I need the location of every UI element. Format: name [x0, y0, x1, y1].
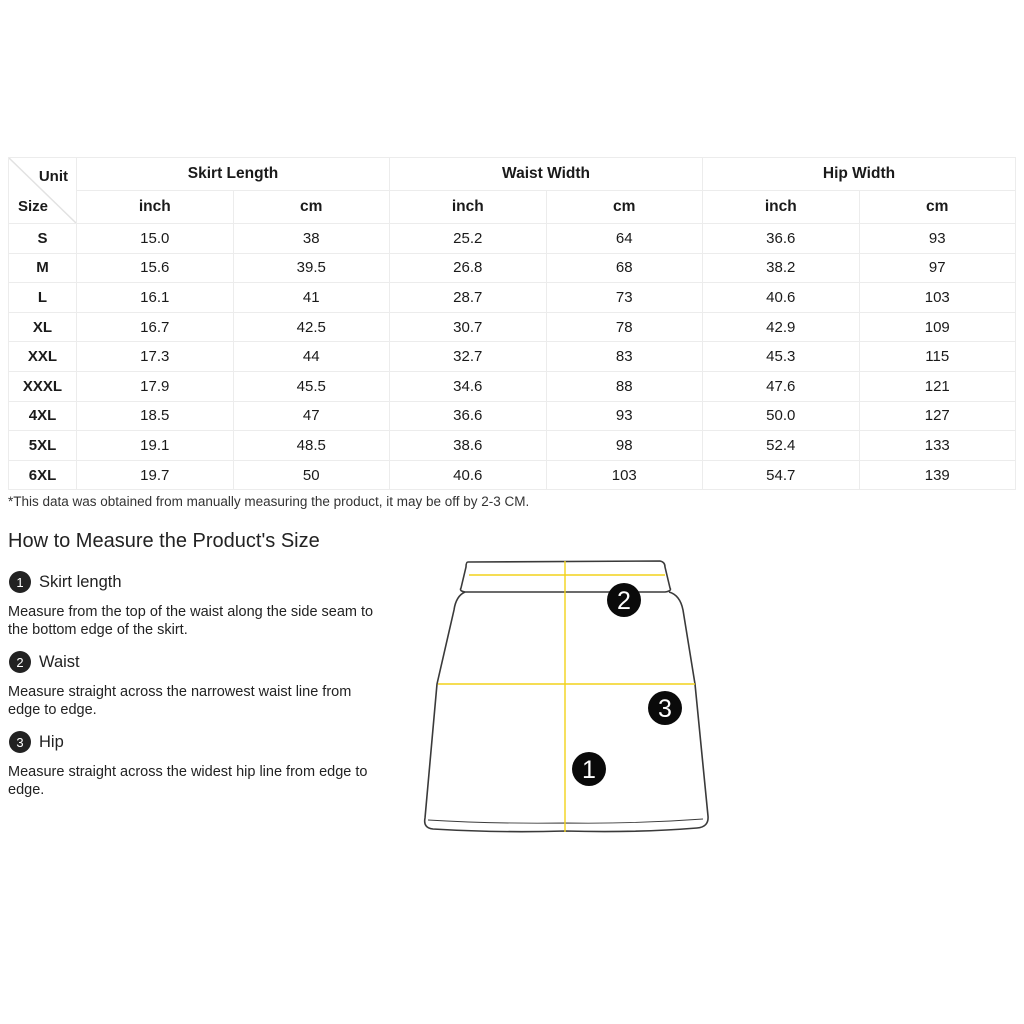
value-cell: 98 [546, 431, 703, 461]
subheader-cm: cm [233, 191, 390, 224]
value-cell: 103 [859, 283, 1016, 313]
step-waist [8, 650, 378, 719]
value-cell: 52.4 [703, 431, 860, 461]
step-title: Skirt length [39, 572, 122, 591]
marker-length [572, 752, 606, 786]
marker-label: 1 [582, 756, 596, 784]
value-cell: 64 [546, 224, 703, 254]
value-cell: 54.7 [703, 460, 860, 490]
size-chart-table [8, 157, 1016, 490]
skirt-measurement-diagram [415, 552, 715, 842]
size-label: Size [18, 198, 49, 215]
marker-waist [607, 583, 641, 617]
marker-hip [648, 691, 682, 725]
measurement-note: *This data was obtained from manually measuring the product, it may be off by 2-3 CM. [8, 494, 530, 509]
step-number-badge: 3 [9, 731, 31, 753]
unit-subheader-row [9, 191, 1016, 224]
value-cell: 88 [546, 371, 703, 401]
value-cell: 139 [859, 460, 1016, 490]
table-row [9, 371, 1016, 401]
value-cell: 32.7 [390, 342, 547, 372]
table-row [9, 342, 1016, 372]
size-cell: 5XL [9, 431, 77, 461]
value-cell: 42.9 [703, 312, 860, 342]
value-cell: 97 [859, 253, 1016, 283]
value-cell: 41 [233, 283, 390, 313]
size-cell: 4XL [9, 401, 77, 431]
value-cell: 40.6 [703, 283, 860, 313]
table-row [9, 312, 1016, 342]
value-cell: 28.7 [390, 283, 547, 313]
value-cell: 15.0 [77, 224, 234, 254]
step-number-badge: 1 [9, 571, 31, 593]
value-cell: 115 [859, 342, 1016, 372]
value-cell: 15.6 [77, 253, 234, 283]
value-cell: 45.3 [703, 342, 860, 372]
value-cell: 50.0 [703, 401, 860, 431]
value-cell: 25.2 [390, 224, 547, 254]
value-cell: 83 [546, 342, 703, 372]
value-cell: 127 [859, 401, 1016, 431]
value-cell: 40.6 [390, 460, 547, 490]
value-cell: 45.5 [233, 371, 390, 401]
table-row [9, 460, 1016, 490]
value-cell: 68 [546, 253, 703, 283]
value-cell: 39.5 [233, 253, 390, 283]
subheader-inch: inch [703, 191, 860, 224]
value-cell: 34.6 [390, 371, 547, 401]
header-hip-width: Hip Width [703, 158, 1016, 191]
size-cell: S [9, 224, 77, 254]
value-cell: 93 [859, 224, 1016, 254]
header-waist-width: Waist Width [390, 158, 703, 191]
step-description: Measure straight across the narrowest waist line from edge to edge. [8, 684, 352, 718]
size-cell: L [9, 283, 77, 313]
value-cell: 78 [546, 312, 703, 342]
value-cell: 42.5 [233, 312, 390, 342]
value-cell: 38.2 [703, 253, 860, 283]
marker-label: 2 [617, 587, 631, 615]
value-cell: 16.1 [77, 283, 234, 313]
value-cell: 93 [546, 401, 703, 431]
size-cell: XXL [9, 342, 77, 372]
value-cell: 47 [233, 401, 390, 431]
step-skirt-length [8, 570, 378, 639]
value-cell: 38 [233, 224, 390, 254]
value-cell: 26.8 [390, 253, 547, 283]
table-row [9, 431, 1016, 461]
value-cell: 73 [546, 283, 703, 313]
value-cell: 36.6 [703, 224, 860, 254]
value-cell: 121 [859, 371, 1016, 401]
table-row [9, 224, 1016, 254]
table-row [9, 401, 1016, 431]
corner-header-cell [9, 158, 77, 224]
how-to-measure-title: How to Measure the Product's Size [8, 530, 320, 552]
header-skirt-length: Skirt Length [77, 158, 390, 191]
size-cell: M [9, 253, 77, 283]
marker-label: 3 [658, 695, 672, 723]
table-row [9, 253, 1016, 283]
step-description: Measure straight across the widest hip line from edge to edge. [8, 764, 368, 798]
unit-label: Unit [38, 168, 68, 185]
size-cell: XXXL [9, 371, 77, 401]
size-cell: 6XL [9, 460, 77, 490]
value-cell: 17.9 [77, 371, 234, 401]
subheader-cm: cm [546, 191, 703, 224]
table-row [9, 283, 1016, 313]
value-cell: 19.1 [77, 431, 234, 461]
step-hip [8, 730, 378, 799]
subheader-inch: inch [390, 191, 547, 224]
subheader-inch: inch [77, 191, 234, 224]
value-cell: 16.7 [77, 312, 234, 342]
step-title: Waist [39, 652, 80, 671]
value-cell: 19.7 [77, 460, 234, 490]
value-cell: 18.5 [77, 401, 234, 431]
step-description: Measure from the top of the waist along the side seam to the bottom edge of the skirt. [8, 604, 374, 638]
step-title: Hip [39, 732, 64, 751]
value-cell: 103 [546, 460, 703, 490]
table-header-row [9, 158, 1016, 191]
value-cell: 44 [233, 342, 390, 372]
subheader-cm: cm [859, 191, 1016, 224]
value-cell: 30.7 [390, 312, 547, 342]
value-cell: 109 [859, 312, 1016, 342]
value-cell: 38.6 [390, 431, 547, 461]
step-number-badge: 2 [9, 651, 31, 673]
value-cell: 50 [233, 460, 390, 490]
value-cell: 17.3 [77, 342, 234, 372]
value-cell: 133 [859, 431, 1016, 461]
value-cell: 47.6 [703, 371, 860, 401]
size-cell: XL [9, 312, 77, 342]
value-cell: 36.6 [390, 401, 547, 431]
value-cell: 48.5 [233, 431, 390, 461]
